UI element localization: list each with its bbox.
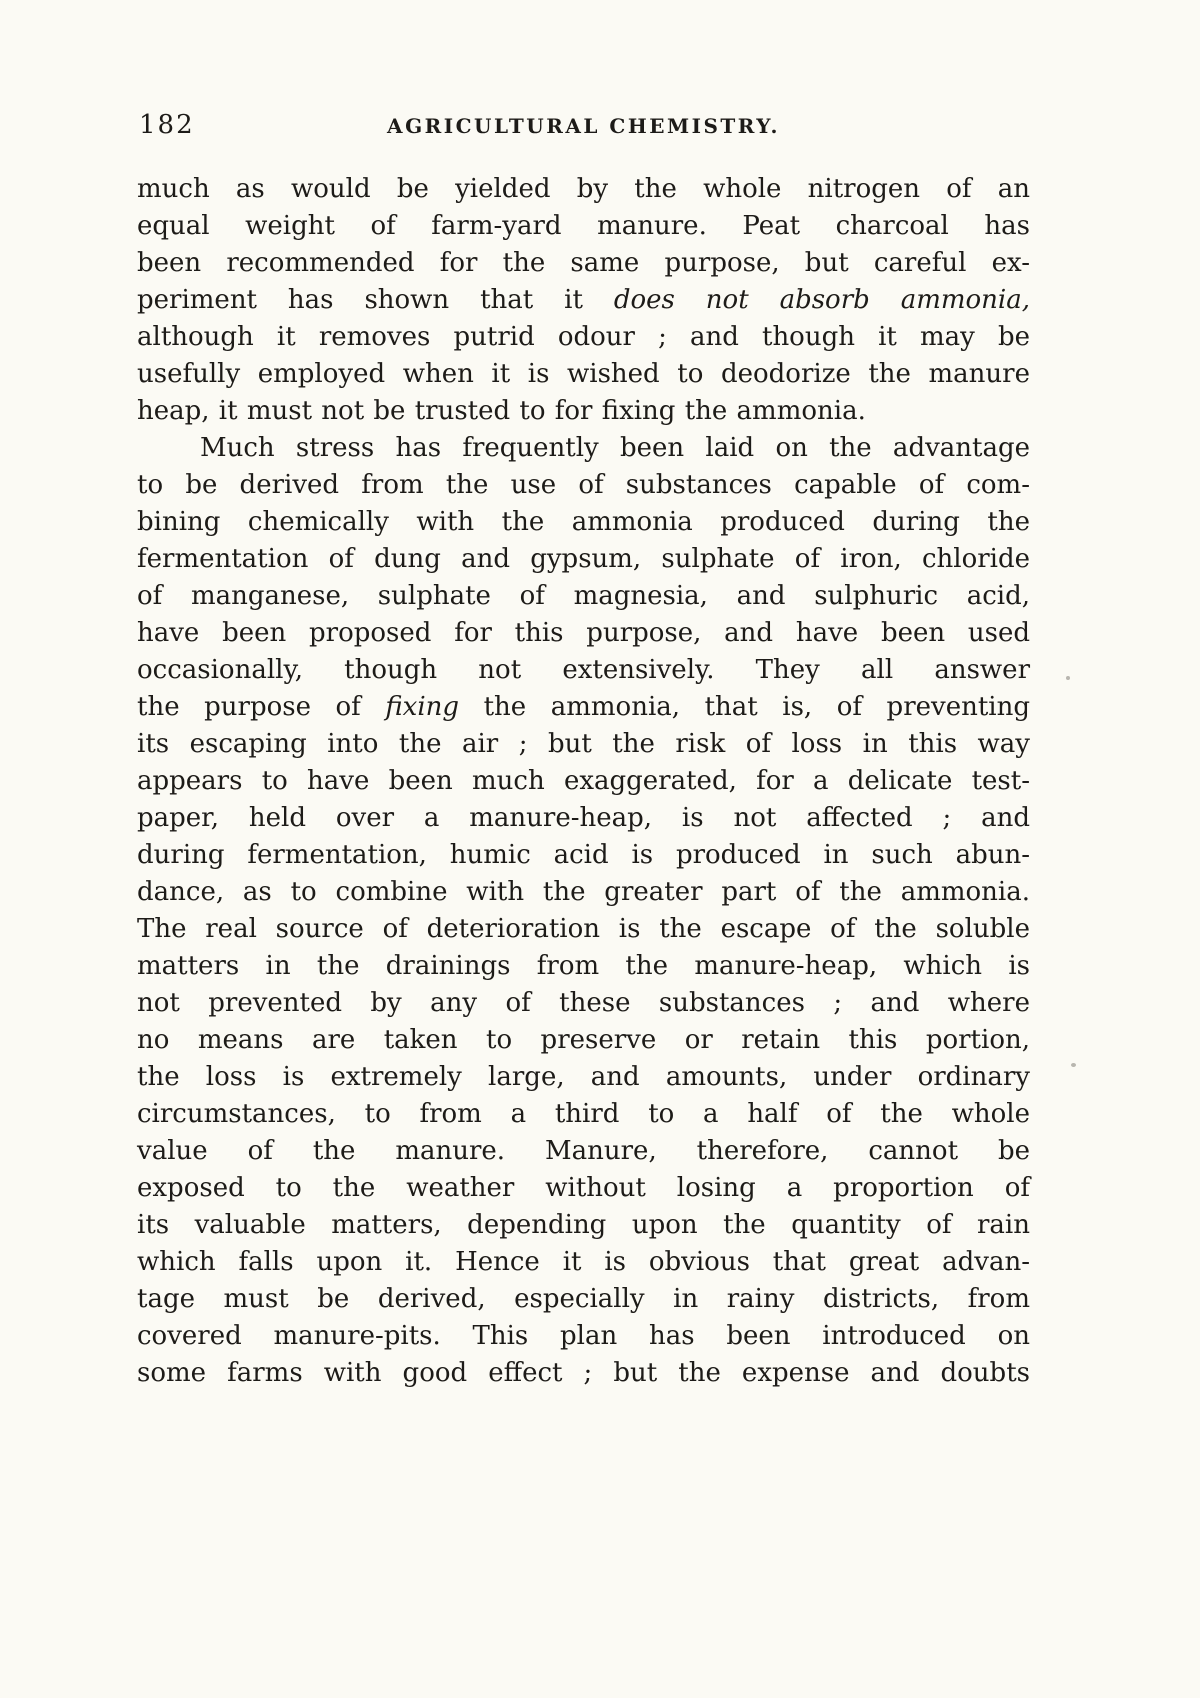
body-text: of manganese, sulphate of magnesia, and sulphuric acid, — [137, 581, 1030, 611]
body-text: bining chemically with the ammonia produced during the — [137, 507, 1030, 537]
text-line — [137, 245, 1030, 282]
body-text: appears to have been much exaggerated, for a delicate test- — [137, 766, 1030, 796]
body-text: no means are taken to preserve or retain this portion, — [137, 1025, 1030, 1055]
text-line — [137, 1133, 1030, 1170]
paragraph — [137, 430, 1030, 1392]
body-text: paper, held over a manure-heap, is not affected ; and — [137, 803, 1030, 833]
body-text: Much stress has frequently been laid on the advantage — [200, 433, 1030, 463]
text-line — [137, 689, 1030, 726]
italic-text: fixing — [385, 692, 460, 722]
body-text: the purpose of — [137, 692, 386, 722]
text-line — [137, 467, 1030, 504]
text-line — [137, 1207, 1030, 1244]
page-number: 182 — [139, 110, 195, 140]
italic-text: does not absorb ammonia, — [613, 285, 1030, 315]
text-line — [137, 911, 1030, 948]
body-text: not prevented by any of these substances ; and where — [137, 988, 1030, 1018]
text-line — [137, 430, 1030, 467]
body-text: The real source of deterioration is the escape of the soluble — [137, 914, 1030, 944]
text-line — [137, 1244, 1030, 1281]
paragraph — [137, 171, 1030, 430]
text-line — [137, 1170, 1030, 1207]
body-text: dance, as to combine with the greater part of the ammonia. — [137, 877, 1030, 907]
body-text: have been proposed for this purpose, and have been used — [137, 618, 1030, 648]
text-line — [137, 541, 1030, 578]
body-text: exposed to the weather without losing a proportion of — [137, 1173, 1030, 1203]
body-text: periment has shown that it — [137, 285, 614, 315]
text-line — [137, 282, 1030, 319]
body-text: its escaping into the air ; but the risk of loss in this way — [137, 729, 1030, 759]
page-header — [137, 110, 1030, 142]
body-text: much as would be yielded by the whole nitrogen of an — [137, 174, 1030, 204]
text-line — [137, 837, 1030, 874]
text-line — [137, 393, 1030, 430]
body-text: during fermentation, humic acid is produced in such abun- — [137, 840, 1030, 870]
body-text: been recommended for the same purpose, but careful ex- — [137, 248, 1030, 278]
text-line — [137, 726, 1030, 763]
body-text: matters in the drainings from the manure-heap, which is — [137, 951, 1030, 981]
body-text: which falls upon it. Hence it is obvious that great advan- — [137, 1247, 1030, 1277]
body-text: its valuable matters, depending upon the quantity of rain — [137, 1210, 1030, 1240]
running-header: AGRICULTURAL CHEMISTRY. — [387, 114, 780, 138]
text-line — [137, 208, 1030, 245]
text-line — [137, 578, 1030, 615]
text-line — [137, 615, 1030, 652]
text-line — [137, 356, 1030, 393]
text-line — [137, 763, 1030, 800]
text-line — [137, 1059, 1030, 1096]
body-text: equal weight of farm-yard manure. Peat charcoal has — [137, 211, 1030, 241]
body-text: some farms with good effect ; but the expense and doubts — [137, 1358, 1030, 1388]
text-line — [137, 319, 1030, 356]
text-line — [137, 948, 1030, 985]
body-text: circumstances, to from a third to a half of the whole — [137, 1099, 1030, 1129]
body-text: although it removes putrid odour ; and though it may be — [137, 322, 1030, 352]
body-text: the ammonia, that is, of preventing — [459, 692, 1030, 722]
text-line — [137, 874, 1030, 911]
text-line — [137, 1355, 1030, 1392]
body-text: value of the manure. Manure, therefore, cannot be — [137, 1136, 1030, 1166]
body-text: fermentation of dung and gypsum, sulphate of iron, chloride — [137, 544, 1030, 574]
body-text: tage must be derived, especially in rainy districts, from — [137, 1284, 1030, 1314]
body-text: heap, it must not be trusted to for fixing the ammonia. — [137, 396, 866, 426]
text-line — [137, 1281, 1030, 1318]
text-line — [137, 1096, 1030, 1133]
text-line — [137, 171, 1030, 208]
body-text: occasionally, though not extensively. They all answer — [137, 655, 1030, 685]
body-text: the loss is extremely large, and amounts, under ordinary — [137, 1062, 1030, 1092]
text-line — [137, 985, 1030, 1022]
body-text: covered manure-pits. This plan has been introduced on — [137, 1321, 1030, 1351]
text-line — [137, 504, 1030, 541]
text-body — [137, 171, 1030, 1392]
body-text: to be derived from the use of substances capable of com- — [137, 470, 1030, 500]
text-line — [137, 1318, 1030, 1355]
text-line — [137, 800, 1030, 837]
text-line — [137, 652, 1030, 689]
body-text: usefully employed when it is wished to deodorize the manure — [137, 359, 1030, 389]
text-line — [137, 1022, 1030, 1059]
